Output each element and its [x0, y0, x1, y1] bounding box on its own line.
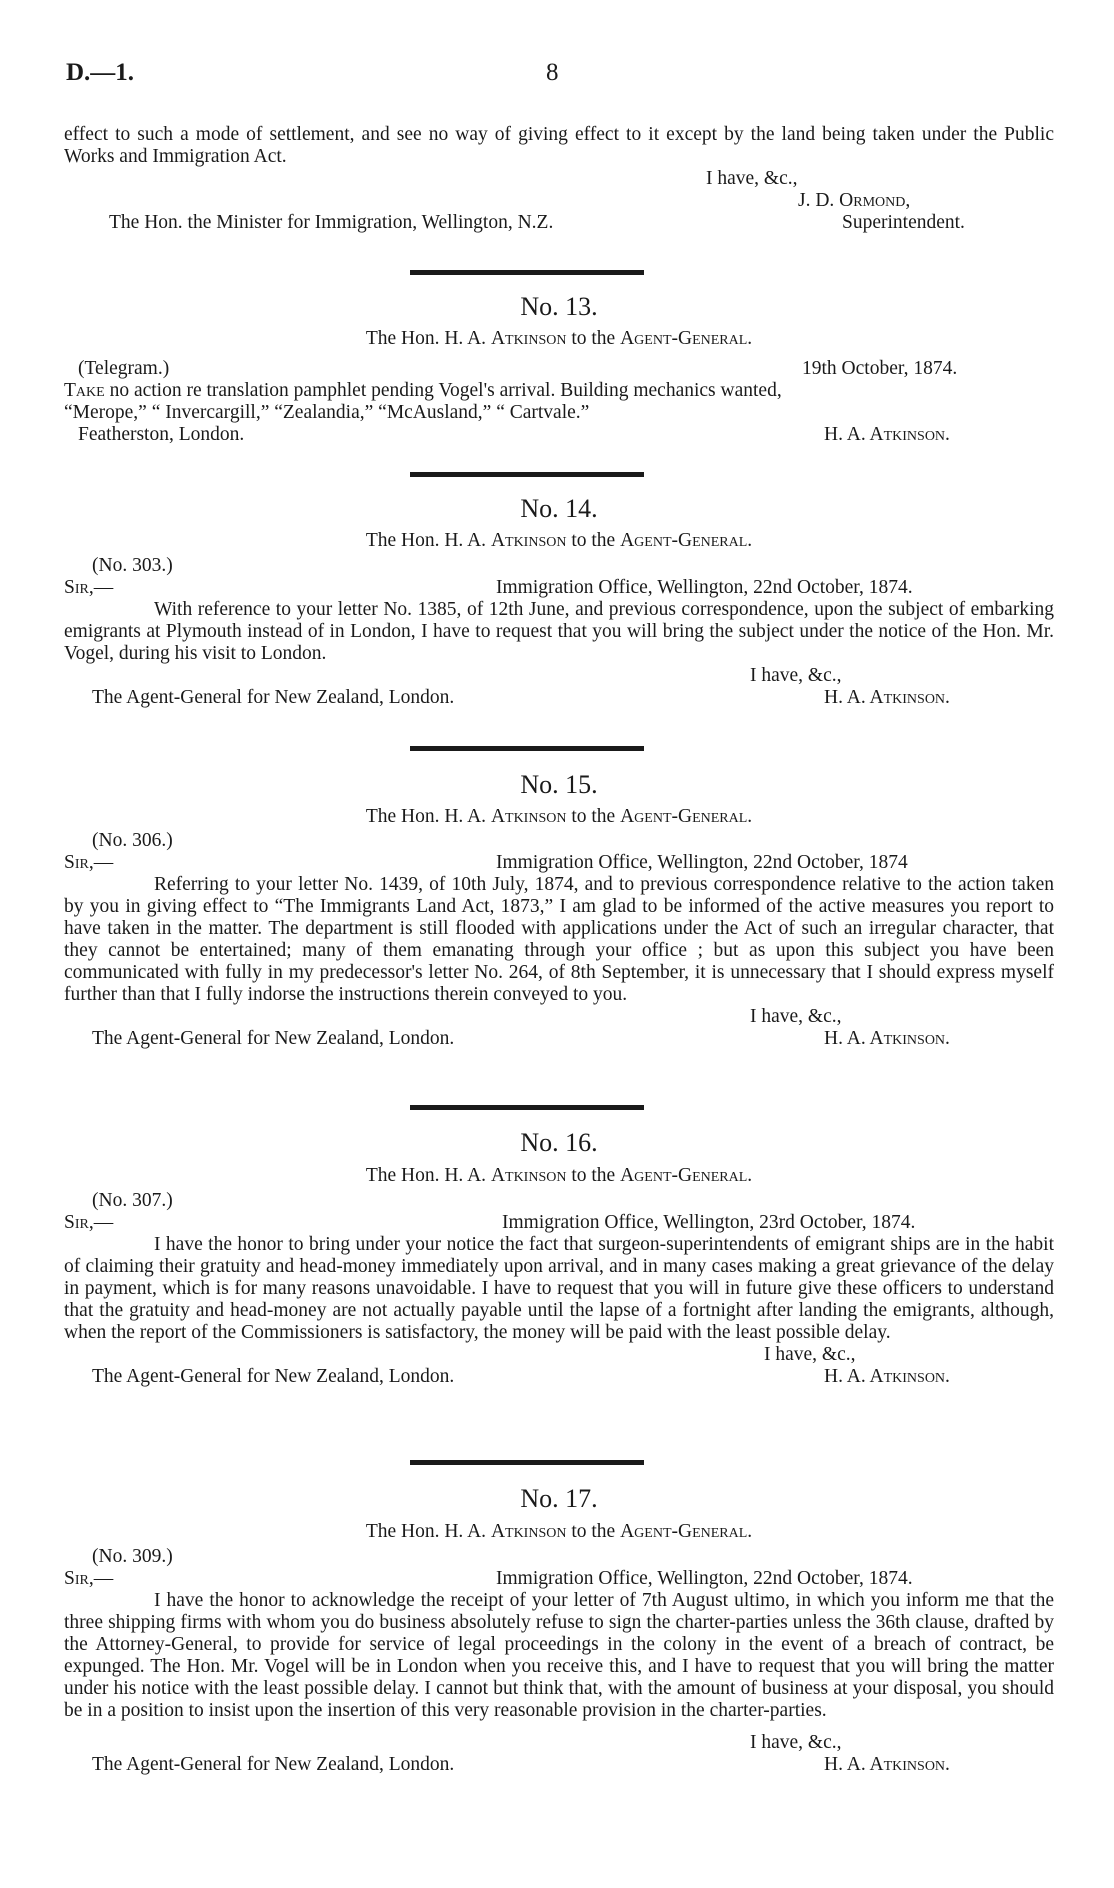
addressee: The Hon. the Minister for Immigration, Wellington, N.Z. — [109, 212, 554, 233]
letter-body: Referring to your letter No. 1439, of 10th July, 1874, and to previous correspondence relative to the action taken by you in giving effect to “The Immigrants Land Act, 1873,” I am glad to be informed of the active measures you report to have taken in the matter. The department is still flooded with applications under the Act of such an irregular character, that they cannot be entertained; many of them emanating through your office ; but as upon this subject you have been communicated with fully in my predecessor's letter No. 264, of 8th September, it is unnecessary that I should express myself further than that I fully indorse the instructions therein conveyed to you. — [64, 874, 1054, 1005]
letter-body: With reference to your letter No. 1385, of 12th June, and previous correspondence, upon the subject of embarking emigrants at Plymouth instead of in London, I have to request that you will bring the subject under the notice of the Hon. Mr. Vogel, during his visit to London. — [64, 599, 1054, 664]
telegram-line-1: Take no action re translation pamphlet pending Vogel's arrival. Building mechanics wanted, — [64, 380, 782, 401]
addressee: The Agent-General for New Zealand, London. — [92, 1754, 455, 1775]
letter-heading: The Hon. H. A. Atkinson to the Agent-General. — [365, 1521, 753, 1542]
letter-ref: (No. 306.) — [92, 830, 173, 851]
letter-number: No. 17. — [520, 1484, 598, 1513]
letter-date: 19th October, 1874. — [802, 358, 958, 379]
section-divider — [410, 746, 644, 751]
letter-heading: The Hon. H. A. Atkinson to the Agent-General. — [365, 1165, 753, 1186]
letter-15 — [64, 830, 1054, 1050]
addressee: The Agent-General for New Zealand, London. — [92, 687, 455, 708]
place-date: Immigration Office, Wellington, 23rd October, 1874. — [502, 1212, 916, 1233]
signature: H. A. Atkinson. — [824, 687, 950, 708]
letter-body: effect to such a mode of settlement, and see no way of giving effect to it except by the land being taken under the Public Works and Immigration Act. — [64, 124, 1054, 167]
telegram-line-2: “Merope,” “ Invercargill,” “Zealandia,” “McAusland,” “ Cartvale.” — [64, 402, 590, 423]
series-label: D.—1. — [66, 59, 135, 86]
letter-16 — [64, 1190, 1054, 1388]
place-date: Immigration Office, Wellington, 22nd October, 1874 — [496, 852, 908, 873]
letter-17 — [64, 1546, 1054, 1776]
salutation: Sir,— — [64, 577, 114, 598]
addressee: The Agent-General for New Zealand, London. — [92, 1366, 455, 1387]
page-number: 8 — [546, 59, 559, 86]
closing: I have, &c., — [750, 665, 842, 686]
letter-ref: (No. 309.) — [92, 1546, 173, 1567]
letter-heading: The Hon. H. A. Atkinson to the Agent-General. — [365, 806, 753, 827]
letter-number: No. 15. — [520, 770, 598, 799]
letter-ref: (No. 307.) — [92, 1190, 173, 1211]
signature: H. A. Atkinson. — [824, 424, 950, 445]
addressee: Featherston, London. — [78, 424, 245, 445]
section-divider — [410, 270, 644, 275]
section-divider — [410, 1105, 644, 1110]
page-header — [64, 59, 1054, 92]
letter-number: No. 13. — [520, 292, 598, 321]
letter-12-tail — [64, 124, 1054, 234]
salutation: Sir,— — [64, 852, 114, 873]
letter-body: I have the honor to acknowledge the receipt of your letter of 7th August ultimo, in which you inform me that the three shipping firms with whom you do business absolutely refuse to sign the charter-parties unless the 36th clause, drafted by the Attorney-General, to provide for service of legal proceedings in the colony in the event of a breach of contract, be expunged. The Hon. Mr. Vogel will be in London when you receive this, and I have to request that you will bring the matter under his notice with the least possible delay. I cannot but think that, with the amount of business at your disposal, you should be in a position to insist upon the insertion of this very reasonable provision in the charter-parties. — [64, 1590, 1054, 1721]
letter-type: (Telegram.) — [78, 358, 170, 379]
letter-number: No. 14. — [520, 494, 598, 523]
letter-ref: (No. 303.) — [92, 555, 173, 576]
closing: I have, &c., — [706, 168, 798, 189]
signature-name: J. D. Ormond, — [798, 190, 911, 211]
letter-13 — [64, 358, 1054, 446]
document-page — [64, 0, 1054, 1888]
closing: I have, &c., — [764, 1344, 856, 1365]
letter-heading: The Hon. H. A. Atkinson to the Agent-General. — [365, 530, 753, 551]
salutation: Sir,— — [64, 1568, 114, 1589]
letter-14 — [64, 555, 1054, 709]
place-date: Immigration Office, Wellington, 22nd October, 1874. — [496, 577, 913, 598]
section-divider — [410, 1460, 644, 1465]
addressee: The Agent-General for New Zealand, London. — [92, 1028, 455, 1049]
section-divider — [410, 472, 644, 477]
signature: H. A. Atkinson. — [824, 1028, 950, 1049]
closing: I have, &c., — [750, 1006, 842, 1027]
letter-number: No. 16. — [520, 1128, 598, 1157]
letter-body: I have the honor to bring under your notice the fact that surgeon-superintendents of emigrant ships are in the habit of claiming their gratuity and head-money immediately upon arrival, and in many cases making a great grievance of the delay in payment, which is for many reasons unavoidable. I have to request that you will in future give these officers to understand that the gratuity and head-money are not actually payable until the lapse of a fortnight after landing the emigrants, although, when the report of the Commissioners is satisfactory, the money will be paid with the least possible delay. — [64, 1234, 1054, 1343]
salutation: Sir,— — [64, 1212, 114, 1233]
signature: H. A. Atkinson. — [824, 1754, 950, 1775]
place-date: Immigration Office, Wellington, 22nd October, 1874. — [496, 1568, 913, 1589]
signature-title: Superintendent. — [842, 212, 965, 233]
signature: H. A. Atkinson. — [824, 1366, 950, 1387]
letter-heading: The Hon. H. A. Atkinson to the Agent-General. — [365, 328, 753, 349]
closing: I have, &c., — [750, 1732, 842, 1753]
